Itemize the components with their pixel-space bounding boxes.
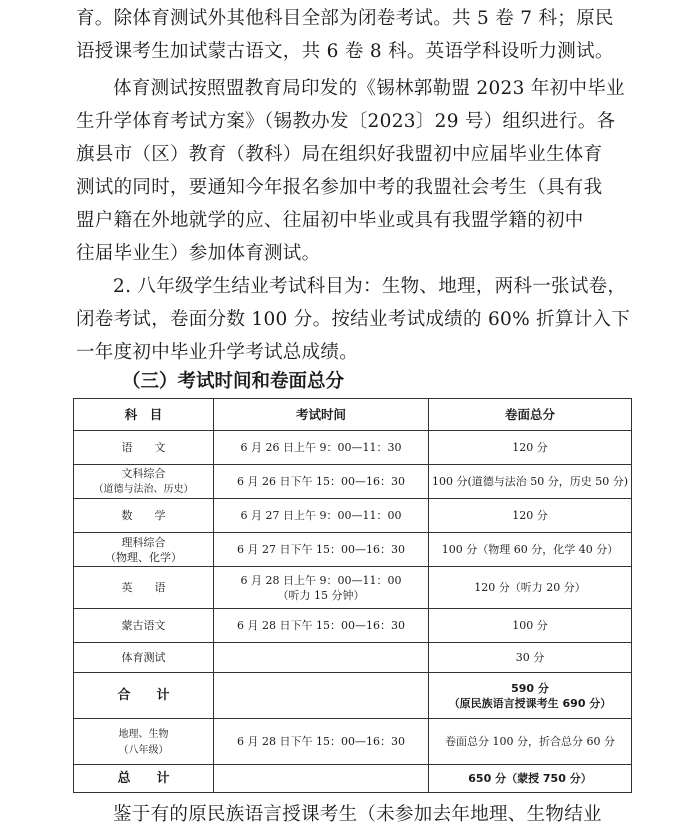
cell-time: 6 月 26 日上午 9：00—11：30 [214, 431, 429, 465]
text-line: 生升学体育考试方案》（锡教办发〔2023〕29 号）组织进行。各 [76, 111, 616, 132]
table-row [74, 643, 632, 673]
subject-name: 地理、生物 [118, 728, 169, 740]
sum-score-note: （原民族语言授课考生 690 分） [448, 696, 612, 710]
table-total-row [74, 765, 632, 793]
cell-subject: 蒙古语文 [74, 609, 214, 643]
exam-schedule-table [73, 398, 632, 793]
cell-score: 120 分 [429, 499, 632, 533]
text-line: 鉴于有的原民族语言授课考生（未参加去年地理、生物结业 [113, 804, 602, 825]
cell-sum-label: 合 计 [74, 673, 214, 719]
subject-note: （八年级） [118, 744, 169, 756]
header-score: 卷面总分 [429, 399, 632, 431]
cell-score: 100 分(道德与法治 50 分，历史 50 分) [429, 465, 632, 499]
time-text: 6 月 28 日上午 9：00—11：00 [240, 573, 402, 587]
text-line: 育。除体育测试外其他科目全部为闭卷考试。共 5 卷 7 科；原民 [76, 8, 614, 29]
cell-empty [214, 673, 429, 719]
text-line: 往届毕业生）参加体育测试。 [76, 243, 321, 264]
cell-score: 120 分 [429, 431, 632, 465]
table-row [74, 465, 632, 499]
paragraph-grade8-exam [76, 270, 636, 369]
text-line: 盟户籍在外地就学的应、往届初中毕业或具有我盟学籍的初中 [76, 210, 584, 231]
cell-time [214, 643, 429, 673]
subject-note: （道德与法治、历史） [93, 484, 194, 495]
cell-time: 6 月 28 日下午 15：00—16：30 [214, 719, 429, 765]
text-line: 体育测试按照盟教育局印发的《锡林郭勒盟 2023 年初中毕业 [113, 78, 625, 99]
table-row [74, 567, 632, 609]
text-line: 语授课考生加试蒙古语文，共 6 卷 8 科。英语学科设听力测试。 [76, 41, 614, 62]
table-row [74, 609, 632, 643]
table-row [74, 431, 632, 465]
cell-time: 6 月 28 日下午 15：00—16：30 [214, 609, 429, 643]
cell-score: 30 分 [429, 643, 632, 673]
cell-score: 100 分（物理 60 分，化学 40 分） [429, 533, 632, 567]
subject-name: 理科综合 [121, 535, 166, 549]
text-line: 测试的同时，要通知今年报名参加中考的我盟社会考生（具有我 [76, 177, 603, 198]
text-line: 2. 八年级学生结业考试科目为：生物、地理，两科一张试卷， [113, 276, 627, 297]
table-sum-row [74, 673, 632, 719]
cell-time [214, 567, 429, 609]
cell-score: 100 分 [429, 609, 632, 643]
subject-note: （物理、化学） [105, 550, 182, 564]
cell-subject [74, 533, 214, 567]
paragraph-exam-subjects [76, 2, 636, 68]
cell-subject [74, 465, 214, 499]
cell-sum-score [429, 673, 632, 719]
time-note: （听力 15 分钟） [277, 588, 365, 602]
cell-score: 卷面总分 100 分，折合总分 60 分 [429, 719, 632, 765]
cell-time: 6 月 27 日上午 9：00—11：00 [214, 499, 429, 533]
cell-subject: 数 学 [74, 499, 214, 533]
cell-time: 6 月 27 日下午 15：00—16：30 [214, 533, 429, 567]
table-row [74, 719, 632, 765]
paragraph-pe-test [76, 72, 636, 270]
table-header-row [74, 399, 632, 431]
header-time: 考试时间 [214, 399, 429, 431]
sum-score: 590 分 [511, 681, 549, 695]
cell-total-score: 650 分（蒙授 750 分） [429, 765, 632, 793]
text-line: 闭卷考试，卷面分数 100 分。按结业考试成绩的 60% 折算计入下 [76, 309, 631, 330]
cell-subject [74, 719, 214, 765]
cell-subject: 英 语 [74, 567, 214, 609]
cell-total-label: 总 计 [74, 765, 214, 793]
paragraph-bottom [76, 798, 636, 831]
header-subject: 科 目 [74, 399, 214, 431]
table-row [74, 499, 632, 533]
subject-name: 文科综合 [121, 467, 166, 480]
cell-subject: 体育测试 [74, 643, 214, 673]
cell-time: 6 月 26 日下午 15：00—16：30 [214, 465, 429, 499]
cell-subject: 语 文 [74, 431, 214, 465]
text-line: 旗县市（区）教育（教科）局在组织好我盟初中应届毕业生体育 [76, 144, 603, 165]
text-line: 一年度初中毕业升学考试总成绩。 [76, 342, 359, 363]
cell-score: 120 分（听力 20 分） [429, 567, 632, 609]
section-heading: （三）考试时间和卷面总分 [122, 371, 345, 392]
table-row [74, 533, 632, 567]
cell-empty [214, 765, 429, 793]
